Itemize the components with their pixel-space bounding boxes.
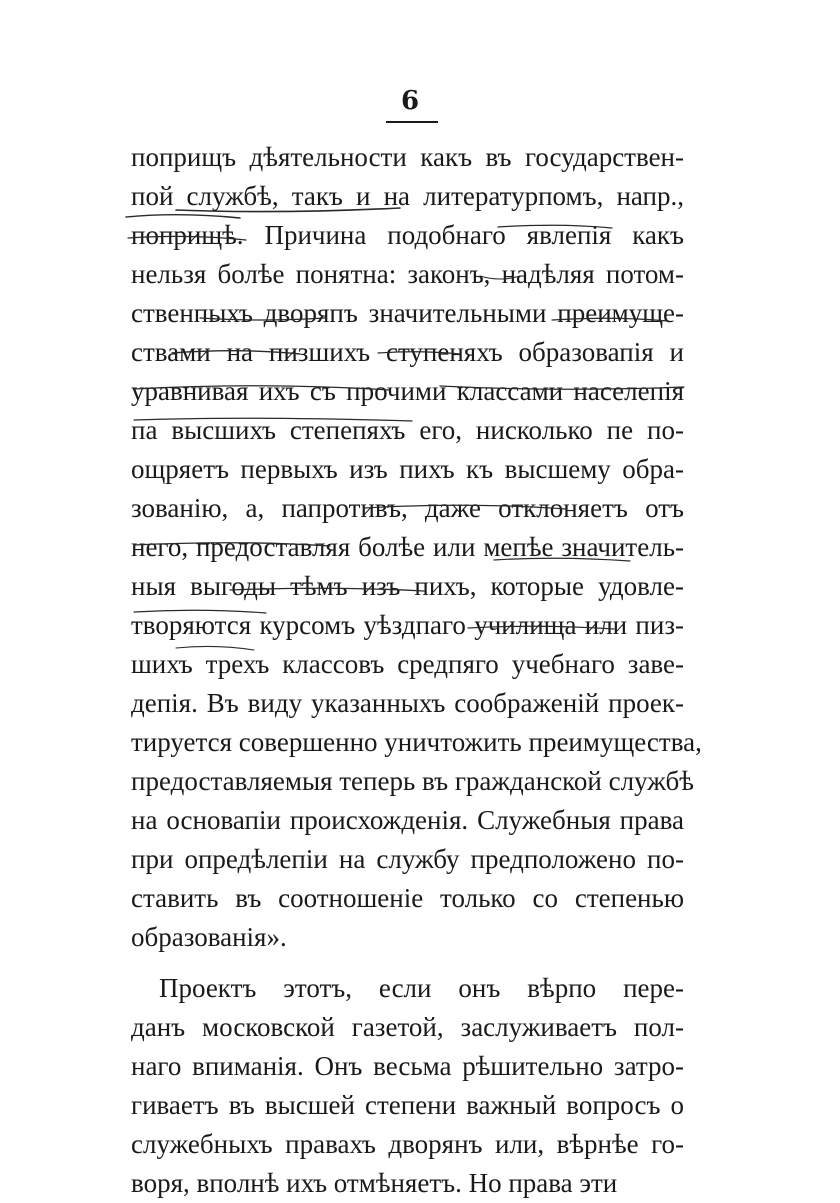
text-line: поприщъ дѣятельности какъ въ государствен- bbox=[131, 142, 684, 172]
text-line: служебныхъ правахъ дворянъ или, вѣрнѣе го- bbox=[131, 1129, 684, 1159]
text-line: депія. Въ виду указанныхъ соображеній проек- bbox=[131, 688, 684, 718]
text-line: зованію, а, папротивъ, даже отклоняетъ отъ bbox=[131, 493, 684, 523]
text-line: нельзя болѣе понятна: законъ, надѣляя потом- bbox=[131, 259, 684, 289]
text-line: уравнивая ихъ съ прочими классами населепія bbox=[131, 376, 684, 406]
body-text bbox=[131, 138, 702, 1203]
text-line: ствами на пизшихъ ступеняхъ образовапія и bbox=[131, 337, 684, 367]
page-number-rule bbox=[386, 121, 438, 123]
text-line: на основапіи происхожденія. Служебныя права bbox=[131, 805, 684, 835]
text-line: образованія». bbox=[131, 922, 287, 952]
text-line: пой службѣ, такъ и на литературпомъ, напр., bbox=[131, 181, 684, 211]
paragraph-2 bbox=[131, 969, 684, 1203]
text-line: данъ московской газетой, заслуживаетъ пол- bbox=[131, 1012, 684, 1042]
text-line: наго впиманія. Онъ весьма рѣшительно затро- bbox=[131, 1051, 684, 1081]
text-line: шихъ трехъ классовъ средпяго учебнаго заве- bbox=[131, 649, 684, 679]
text-line: поприщѣ. Причина подобнаго явлепія какъ bbox=[131, 220, 684, 250]
text-line: ставить въ соотношеніе только со степенью bbox=[131, 883, 684, 913]
text-line: тируется совершенно уничтожить преимущества, bbox=[131, 727, 702, 757]
text-line: Проектъ этотъ, если онъ вѣрпо пере- bbox=[159, 973, 684, 1003]
text-line: па высшихъ степепяхъ его, нисколько пе по- bbox=[131, 415, 684, 445]
text-line: воря, вполнѣ ихъ отмѣняетъ. Но права эти bbox=[131, 1168, 618, 1198]
text-line: творяются курсомъ уѣздпаго училища или пиз- bbox=[131, 610, 684, 640]
text-line: гиваетъ въ высшей степени важный вопросъ о bbox=[131, 1090, 684, 1120]
text-line: ственпыхъ дворяпъ значительными преимуще- bbox=[131, 298, 684, 328]
text-line: при опредѣлепіи на службу предположено по- bbox=[131, 844, 684, 874]
text-line: предоставляемыя теперь въ гражданской службѣ bbox=[131, 766, 694, 796]
text-line: ныя выгоды тѣмъ изъ пихъ, которые удовле- bbox=[131, 571, 684, 601]
text-line: него, предоставляя болѣе или мепѣе значитель- bbox=[131, 532, 684, 562]
text-line: ощряетъ первыхъ изъ пихъ къ высшему обра- bbox=[131, 454, 684, 484]
paragraph-1 bbox=[131, 138, 702, 957]
page-number: 6 bbox=[400, 86, 420, 116]
